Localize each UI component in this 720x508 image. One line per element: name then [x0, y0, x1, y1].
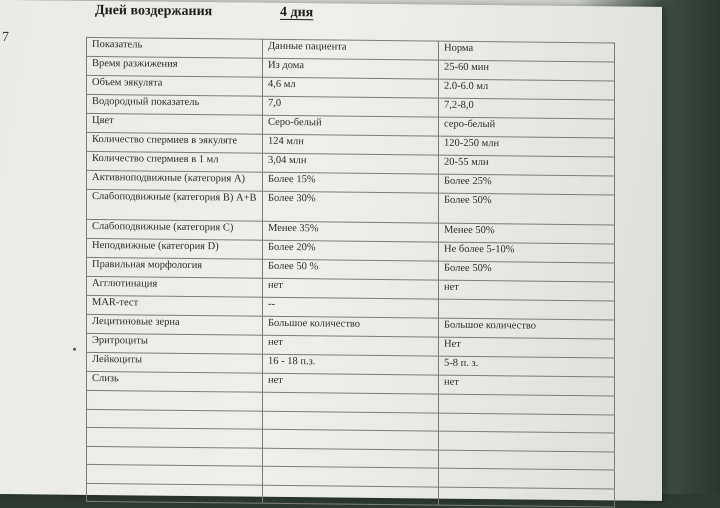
norm-cell: нет	[439, 280, 615, 301]
norm-cell: Большое количество	[439, 318, 615, 339]
patient-value-cell: Большое количество	[263, 316, 439, 337]
header-norm: Норма	[439, 41, 615, 62]
patient-value-cell: Менее 35%	[263, 221, 439, 242]
patient-value-cell: нет	[263, 335, 439, 356]
indicator-cell: Количество спермиев в 1 мл	[87, 151, 263, 172]
empty-cell	[439, 487, 615, 507]
norm-cell: Менее 50%	[439, 223, 615, 244]
header-patient-data: Данные пациента	[263, 39, 439, 60]
empty-cell	[87, 483, 263, 503]
patient-value-cell: Более 50 %	[263, 259, 439, 280]
norm-cell: 2.0-6.0 мл	[439, 79, 615, 100]
patient-value-cell: 16 - 18 п.з.	[263, 354, 439, 375]
norm-cell: 120-250 млн	[439, 136, 615, 157]
norm-cell: Не более 5-10%	[439, 242, 615, 263]
empty-cell	[87, 409, 263, 429]
empty-cell	[263, 448, 439, 468]
patient-value-cell: 3,04 млн	[263, 153, 439, 174]
indicator-cell: Правильная морфология	[87, 257, 263, 278]
abstinence-heading	[95, 3, 495, 29]
empty-cell	[87, 464, 263, 484]
indicator-cell: Слабоподвижные (категория В) А+В	[87, 189, 263, 221]
patient-value-cell: 4,6 мл	[263, 77, 439, 98]
patient-value-cell: 124 млн	[263, 134, 439, 155]
empty-cell	[439, 468, 615, 488]
empty-cell	[263, 466, 439, 486]
indicator-cell: Количество спермиев в эякуляте	[87, 132, 263, 153]
patient-value-cell: --	[263, 297, 439, 318]
patient-value-cell: Из дома	[263, 58, 439, 79]
norm-cell: серо-белый	[439, 117, 615, 138]
empty-cell	[439, 431, 615, 451]
norm-cell	[439, 299, 615, 320]
header-indicator: Показатель	[87, 37, 263, 58]
empty-cell	[87, 427, 263, 447]
empty-cell	[263, 485, 439, 505]
indicator-cell: Лейкоциты	[87, 352, 263, 373]
abstinence-label: Дней воздержания	[95, 2, 213, 20]
indicator-cell: Время разжижения	[87, 56, 263, 77]
empty-cell	[439, 394, 615, 414]
norm-cell: Более 50%	[439, 261, 615, 282]
empty-cell	[439, 413, 615, 433]
indicator-cell: MAR-тест	[87, 295, 263, 316]
norm-cell: 7,2-8,0	[439, 98, 615, 119]
indicator-cell: Слабоподвижные (категория С)	[87, 219, 263, 240]
norm-cell: 5-8 п. з.	[439, 356, 615, 377]
patient-value-cell: нет	[263, 373, 439, 394]
norm-cell: 25-60 мин	[439, 60, 615, 81]
empty-cell	[263, 392, 439, 412]
abstinence-value: 4 дня	[280, 4, 314, 21]
norm-cell: 20-55 млн	[439, 155, 615, 176]
indicator-cell: Неподвижные (категория D)	[87, 238, 263, 259]
indicator-cell: Слизь	[87, 371, 263, 392]
indicator-cell: Агглютинация	[87, 276, 263, 297]
norm-cell: Нет	[439, 337, 615, 358]
norm-cell: нет	[439, 375, 615, 396]
empty-cell	[439, 450, 615, 470]
indicator-cell: Активноподвижные (категория А)	[87, 170, 263, 191]
indicator-cell: Объем эякулята	[87, 75, 263, 96]
norm-cell: Более 50%	[439, 193, 615, 225]
patient-value-cell: Более 30%	[263, 191, 439, 223]
indicator-cell: Лецитиновые зерна	[87, 314, 263, 335]
norm-cell: Более 25%	[439, 174, 615, 195]
indicator-cell: Цвет	[87, 113, 263, 134]
empty-cell	[87, 390, 263, 410]
empty-cell	[87, 446, 263, 466]
patient-value-cell: 7,0	[263, 96, 439, 117]
results-table	[86, 37, 615, 508]
indicator-cell: Эритроциты	[87, 333, 263, 354]
edge-mark: 7	[2, 30, 9, 46]
empty-cell	[263, 411, 439, 431]
patient-value-cell: Более 15%	[263, 172, 439, 193]
patient-value-cell: Более 20%	[263, 240, 439, 261]
patient-value-cell: нет	[263, 278, 439, 299]
patient-value-cell: Серо-белый	[263, 115, 439, 136]
stray-dot	[73, 348, 76, 351]
indicator-cell: Водородный показатель	[87, 94, 263, 115]
empty-cell	[263, 429, 439, 449]
